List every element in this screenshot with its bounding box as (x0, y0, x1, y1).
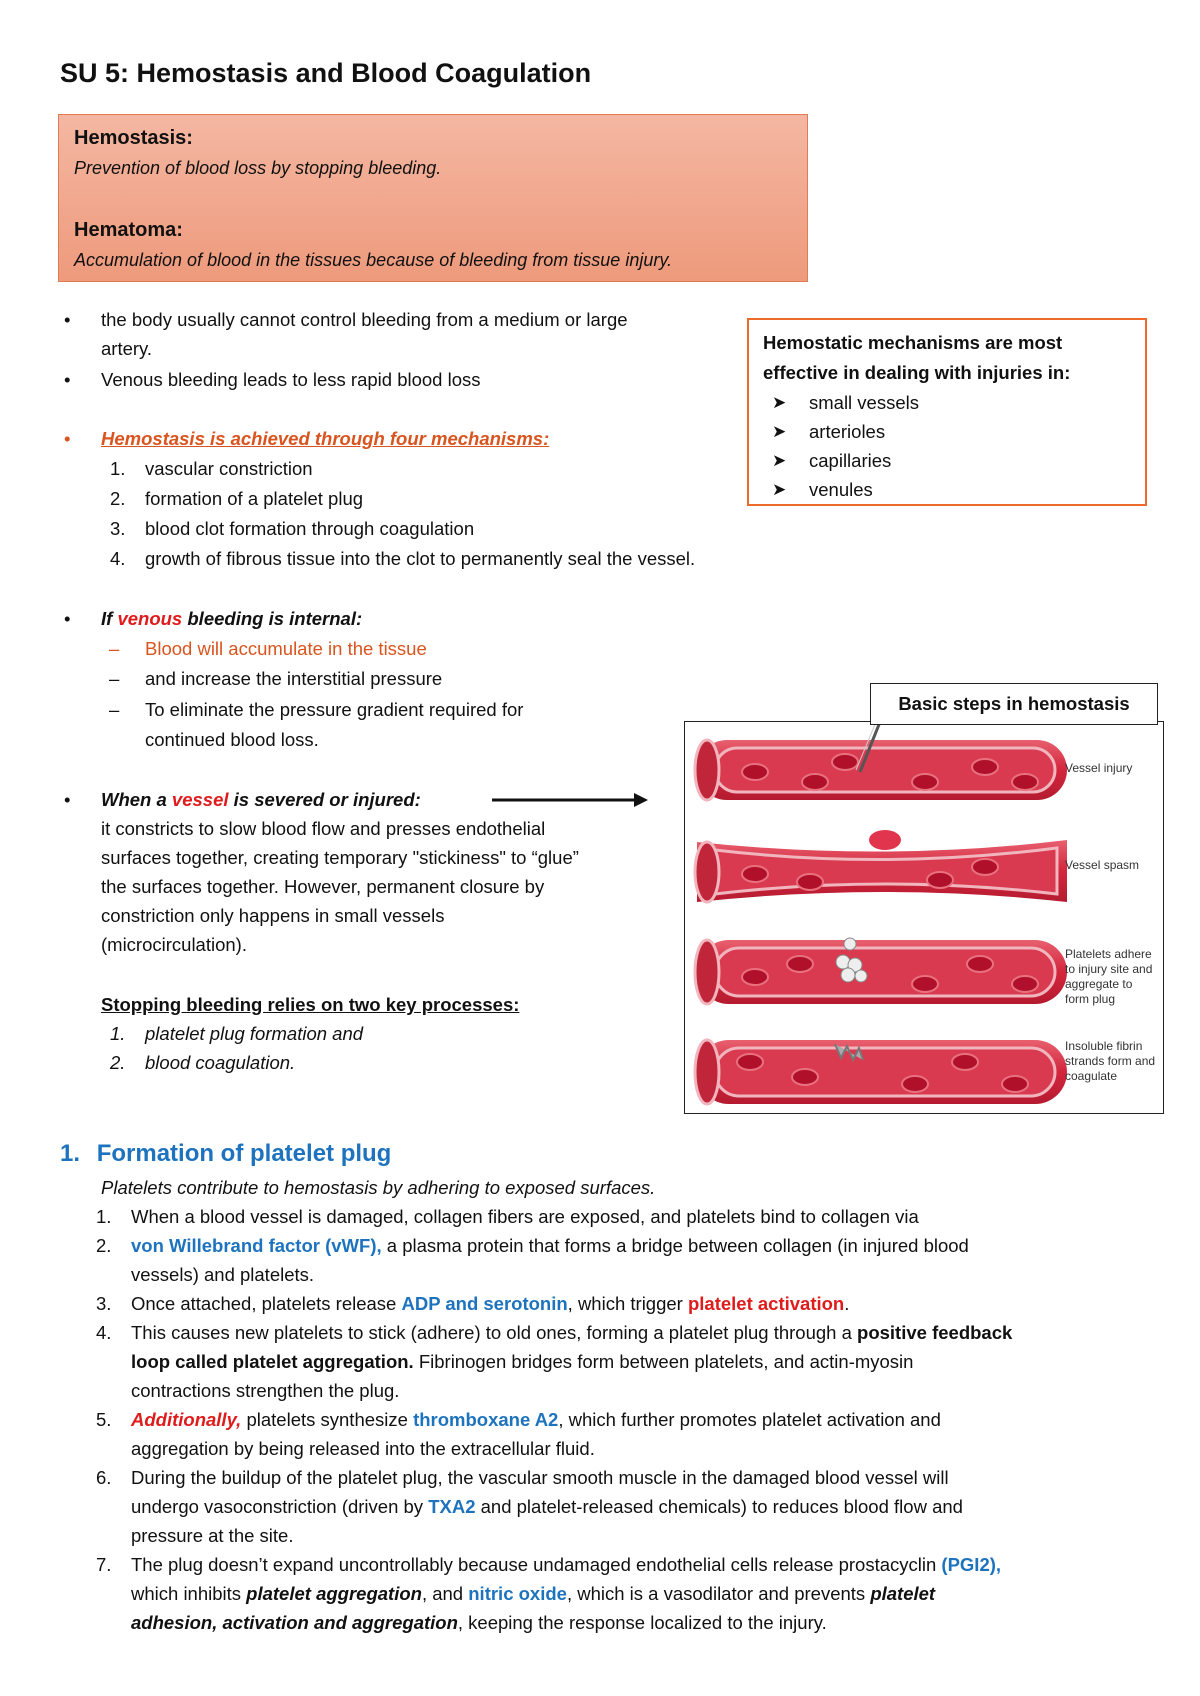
term-platelet-activation: platelet activation (687, 1293, 845, 1314)
vessel-paragraph: the surfaces together. However, permanent closure by (101, 876, 545, 897)
list-number: 3. (110, 518, 126, 539)
arrow-bullet-icon: ➤ (772, 422, 787, 441)
step-text-part: , keeping the response localized to the injury. (457, 1612, 827, 1633)
step-text (131, 1319, 1012, 1347)
arrow-bullet-icon: ➤ (772, 480, 787, 499)
list-number: 5. (96, 1409, 112, 1430)
step-text: pressure at the site. (131, 1525, 294, 1546)
step-text (131, 1290, 849, 1318)
list-number: 7. (96, 1554, 112, 1575)
step-text-part: which inhibits (131, 1583, 247, 1604)
bullet-icon: • (64, 608, 71, 629)
label-platelets: form plug (1065, 992, 1116, 1006)
term-txa2: TXA2 (428, 1496, 476, 1517)
step-text: aggregation by being released into the extracellular fluid. (131, 1438, 595, 1459)
dash-icon: – (109, 699, 120, 720)
label-fibrin: coagulate (1065, 1069, 1118, 1083)
list-number: 2. (110, 488, 126, 509)
vessel-word: vessel (171, 789, 229, 810)
bullet-icon: • (64, 428, 71, 449)
bullet-text: artery. (101, 338, 153, 359)
label-platelets: Platelets adhere (1065, 947, 1152, 961)
step-text-part: Once attached, platelets release (131, 1293, 402, 1314)
venous-heading (101, 605, 362, 633)
vessel-paragraph: surfaces together, creating temporary "stickiness" to “glue” (101, 847, 579, 868)
list-number: 3. (96, 1293, 112, 1314)
list-number: 2. (96, 1235, 112, 1256)
list-number: 4. (110, 548, 126, 569)
step-text-part: Fibrinogen bridges form between platelets, and actin-myosin (413, 1351, 914, 1372)
venous-point: and increase the interstitial pressure (145, 668, 443, 689)
step-text: When a blood vessel is damaged, collagen fibers are exposed, and platelets bind to collagen via (131, 1206, 919, 1227)
effective-mechanisms-box (747, 318, 1147, 506)
hemostasis-definition: Prevention of blood loss by stopping bleeding. (74, 158, 442, 178)
mechanism-item: blood clot formation through coagulation (145, 518, 475, 539)
list-number: 4. (96, 1322, 112, 1343)
vessel-rest: is severed or injured: (233, 789, 421, 810)
label-platelets: to injury site and (1065, 962, 1153, 976)
bullet-text: the body usually cannot control bleeding from a medium or large (101, 309, 628, 330)
term-vwf: von Willebrand factor (vWF), (131, 1235, 382, 1256)
list-number: 1. (110, 1023, 126, 1044)
bullet-icon: • (64, 369, 71, 390)
list-number: 1. (96, 1206, 112, 1227)
bullet-icon: • (64, 789, 71, 810)
term-thromboxane: thromboxane A2 (413, 1409, 559, 1430)
step-text-part: , which trigger (567, 1293, 688, 1314)
step-text (131, 1580, 935, 1608)
step-text (131, 1551, 1001, 1579)
label-fibrin: strands form and (1065, 1054, 1156, 1068)
vessel-paragraph: it constricts to slow blood flow and presses endothelial (101, 818, 546, 839)
bullet-icon: • (64, 309, 71, 330)
term-positive-feedback: positive feedback (857, 1322, 1013, 1343)
mechanism-item: vascular constriction (145, 458, 313, 479)
hematoma-term: Hematoma: (74, 219, 183, 241)
term-adp-serotonin: ADP and serotonin (401, 1293, 568, 1314)
step-text-part: The plug doesn’t expand uncontrollably because undamaged endothelial cells release prostacyclin (131, 1554, 942, 1575)
key-processes-heading: Stopping bleeding relies on two key processes: (101, 994, 520, 1015)
step-text (131, 1609, 827, 1637)
definition-box (58, 114, 808, 282)
vessel-paragraph: (microcirculation). (101, 934, 247, 955)
term-nitric-oxide: nitric oxide (468, 1583, 567, 1604)
venous-point: Blood will accumulate in the tissue (145, 638, 427, 659)
step-text-part: , which is a vasodilator and prevents (566, 1583, 871, 1604)
vessel-paragraph: constriction only happens in small vessels (101, 905, 445, 926)
platelet-plug-panel (695, 938, 1067, 1004)
hematoma-definition: Accumulation of blood in the tissues because of bleeding from tissue injury. (74, 250, 672, 270)
vessel-spasm-panel (695, 830, 1067, 902)
step-text (131, 1348, 913, 1376)
box-item: venules (809, 479, 873, 500)
venous-word: venous (117, 608, 183, 629)
vessel-illustration (685, 722, 1165, 1115)
box-item: capillaries (809, 450, 892, 471)
term-platelet-aggregation: loop called platelet aggregation. (131, 1351, 414, 1372)
venous-point: To eliminate the pressure gradient required for (145, 699, 524, 720)
venous-rest: bleeding is internal: (187, 608, 363, 629)
step-text-part: . (844, 1293, 850, 1314)
step-text (131, 1493, 963, 1521)
box-title: effective in dealing with injuries in: (763, 362, 1071, 383)
box-item: small vessels (809, 392, 919, 413)
section-title: Formation of platelet plug (96, 1140, 392, 1167)
label-vessel-spasm: Vessel spasm (1065, 858, 1140, 872)
box-item: arterioles (809, 421, 886, 442)
mechanism-item: growth of fibrous tissue into the clot to permanently seal the vessel. (145, 548, 696, 569)
dash-icon: – (109, 638, 120, 659)
vessel-heading (101, 786, 421, 814)
section-number: 1. (60, 1140, 81, 1167)
hemostasis-figure (684, 721, 1164, 1114)
step-text-part: , and (421, 1583, 469, 1604)
label-platelets: aggregate to (1065, 977, 1133, 991)
bullet-text: Venous bleeding leads to less rapid blood loss (101, 369, 481, 390)
step-text: contractions strengthen the plug. (131, 1380, 400, 1401)
mechanism-item: formation of a platelet plug (145, 488, 364, 509)
arrow-bullet-icon: ➤ (772, 393, 787, 412)
key-process-item: blood coagulation. (145, 1052, 296, 1073)
step-text-part: platelets synthesize (241, 1409, 414, 1430)
vessel-injury-panel (695, 722, 1067, 800)
list-number: 6. (96, 1467, 112, 1488)
section-heading (60, 1140, 391, 1168)
arrow-bullet-icon: ➤ (772, 451, 787, 470)
venous-if: If (101, 608, 113, 629)
vessel-when: When a (101, 789, 167, 810)
hemostasis-term: Hemostasis: (74, 127, 193, 149)
step-text (131, 1406, 941, 1434)
mechanisms-heading: Hemostasis is achieved through four mechanisms: (101, 428, 550, 449)
venous-point: continued blood loss. (145, 729, 319, 750)
step-text-part: undergo vasoconstriction (driven by (131, 1496, 429, 1517)
step-text-part: This causes new platelets to stick (adhere) to old ones, forming a platelet plug through a (131, 1322, 858, 1343)
term-adhesion: adhesion, activation and aggregation (131, 1612, 458, 1633)
box-title: Hemostatic mechanisms are most (763, 332, 1063, 353)
key-process-item: platelet plug formation and (145, 1023, 364, 1044)
step-text: vessels) and platelets. (131, 1264, 315, 1285)
step-text-part: , which further promotes platelet activation and (558, 1409, 941, 1430)
list-number: 2. (110, 1052, 126, 1073)
figure-title: Basic steps in hemostasis (870, 683, 1158, 725)
step-text-part: and platelet-released chemicals) to reduces blood flow and (475, 1496, 963, 1517)
section-intro: Platelets contribute to hemostasis by adhering to exposed surfaces. (101, 1177, 656, 1198)
term-pgi2: (PGI2), (941, 1554, 1002, 1575)
label-vessel-injury: Vessel injury (1065, 761, 1133, 775)
list-number: 1. (110, 458, 126, 479)
fibrin-panel (695, 1040, 1067, 1104)
term-platelet: platelet (870, 1583, 936, 1604)
label-fibrin: Insoluble fibrin (1065, 1039, 1143, 1053)
term-additionally: Additionally, (131, 1409, 242, 1430)
step-text (131, 1232, 969, 1260)
right-arrow-icon (490, 788, 650, 812)
term-platelet-aggregation: platelet aggregation (246, 1583, 422, 1604)
page-title: SU 5: Hemostasis and Blood Coagulation (60, 58, 592, 88)
dash-icon: – (109, 668, 120, 689)
step-text: During the buildup of the platelet plug, the vascular smooth muscle in the damaged blood vessel will (131, 1467, 949, 1488)
step-text-part: a plasma protein that forms a bridge between collagen (in injured blood (381, 1235, 969, 1256)
